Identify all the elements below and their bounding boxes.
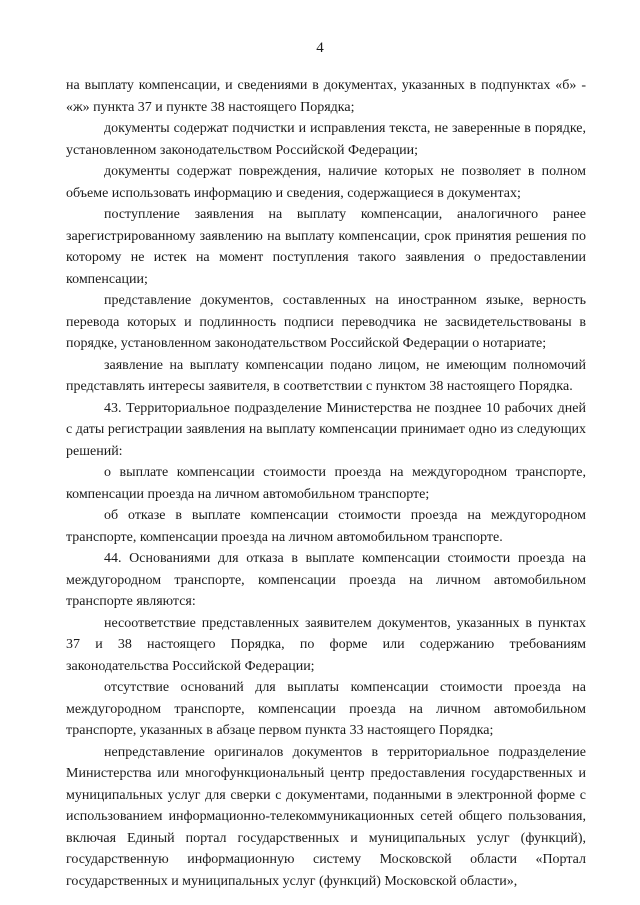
- paragraph: заявление на выплату компенсации подано лицом, не имеющим полномочий представлять интересы заявителя, в соответствии с пунктом 38 настоящего Порядка.: [66, 357, 586, 394]
- paragraph: на выплату компенсации, и сведениями в документах, указанных в подпунктах «б» - «ж» пункта 37 и пункте 38 настоящего Порядка;: [66, 78, 586, 115]
- paragraph: документы содержат повреждения, наличие которых не позволяет в полном объеме использовать информацию и сведения, содержащиеся в документах;: [66, 164, 586, 201]
- paragraph: о выплате компенсации стоимости проезда на междугородном транспорте, компенсации проезда на личном автомобильном транспорте;: [66, 465, 586, 502]
- paragraph: несоответствие представленных заявителем документов, указанных в пунктах 37 и 38 настоящего Порядка, по форме или содержанию требованиям законодательства Российской Федерации;: [66, 615, 586, 674]
- paragraph: документы содержат подчистки и исправления текста, не заверенные в порядке, установленном законодательством Российской Федерации;: [66, 121, 586, 158]
- paragraph: об отказе в выплате компенсации стоимости проезда на междугородном транспорте, компенсации проезда на личном автомобильном транспорте.: [66, 508, 586, 545]
- paragraph: 43. Территориальное подразделение Министерства не позднее 10 рабочих дней с даты регистрации заявления на выплату компенсации принимает одно из следующих решений:: [66, 400, 586, 459]
- paragraph: непредставление оригиналов документов в территориальное подразделение Министерства или многофункциональный центр предоставления государственных и муниципальных услуг для сверки с документами, поданными в электронной форме с использованием информационно-телекоммуникационных сетей общего пользования, включая Единый портал государственных и муниципальных услуг (функций), государственную информационную систему Московской области «Портал государственных и муниципальных услуг (функций) Московской области»,: [66, 744, 586, 889]
- page-number: 4: [316, 40, 324, 56]
- paragraph: представление документов, составленных на иностранном языке, верность перевода которых и подлинность подписи переводчика не засвидетельствованы в порядке, установленном законодательством Российской Федерации о нотариате;: [66, 293, 586, 351]
- paragraph: отсутствие оснований для выплаты компенсации стоимости проезда на междугородном транспорте, компенсации проезда на личном автомобильном транспорте, указанных в абзаце первом пункта 33 настоящего Порядка;: [66, 680, 586, 738]
- paragraph: поступление заявления на выплату компенсации, аналогичного ранее зарегистрированному заявлению на выплату компенсации, срок принятия решения по которому не истек на момент поступления такого заявления о предоставлении компенсации;: [66, 207, 586, 287]
- paragraph: 44. Основаниями для отказа в выплате компенсации стоимости проезда на междугородном транспорте, компенсации проезда на личном автомобильном транспорте являются:: [66, 551, 586, 609]
- document-body: [66, 75, 586, 892]
